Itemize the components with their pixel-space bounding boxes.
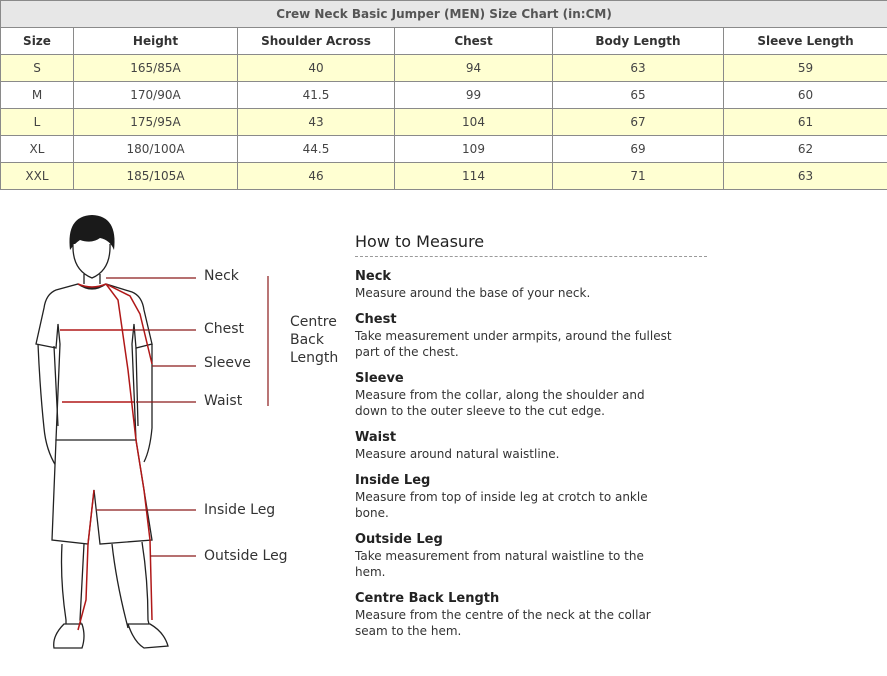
guide-entry-sleeve: [355, 371, 715, 419]
table-header-row: [1, 28, 887, 55]
entry-description: Take measurement from natural waistline to the hem.: [355, 548, 675, 580]
cell-size: XXL: [1, 163, 74, 190]
entry-description: Measure from top of inside leg at crotch to ankle bone.: [355, 489, 675, 521]
cell-body-length: 67: [553, 109, 724, 136]
header-shoulder-across: Shoulder Across: [238, 28, 395, 55]
guide-title: How to Measure: [355, 232, 707, 257]
guide-entry-outside-leg: [355, 532, 715, 580]
entry-description: Measure from the centre of the neck at the collar seam to the hem.: [355, 607, 675, 639]
label-chest: Chest: [204, 321, 244, 337]
entry-description: Measure from the collar, along the shoulder and down to the outer sleeve to the cut edge.: [355, 387, 675, 419]
cell-shoulder: 43: [238, 109, 395, 136]
label-sleeve: Sleeve: [204, 355, 251, 371]
cell-chest: 104: [395, 109, 553, 136]
table-row: [1, 82, 887, 109]
cell-sleeve-length: 59: [724, 55, 887, 82]
table-row: [1, 163, 887, 190]
size-chart-table: [0, 0, 887, 190]
cell-shoulder: 46: [238, 163, 395, 190]
entry-heading: Centre Back Length: [355, 591, 715, 607]
cell-body-length: 65: [553, 82, 724, 109]
label-centre-back-line2: Back: [290, 332, 324, 348]
guide-entry-waist: [355, 430, 715, 462]
header-chest: Chest: [395, 28, 553, 55]
guide-entry-chest: [355, 312, 715, 360]
how-to-measure-guide: [355, 232, 715, 650]
cell-height: 180/100A: [74, 136, 238, 163]
entry-heading: Outside Leg: [355, 532, 715, 548]
cell-chest: 99: [395, 82, 553, 109]
entry-heading: Sleeve: [355, 371, 715, 387]
cell-chest: 94: [395, 55, 553, 82]
header-height: Height: [74, 28, 238, 55]
cell-shoulder: 44.5: [238, 136, 395, 163]
guide-entry-neck: [355, 269, 715, 301]
entry-description: Take measurement under armpits, around the fullest part of the chest.: [355, 328, 675, 360]
header-sleeve-length: Sleeve Length: [724, 28, 887, 55]
entry-heading: Waist: [355, 430, 715, 446]
measurement-figure: [0, 200, 350, 672]
cell-sleeve-length: 60: [724, 82, 887, 109]
cell-sleeve-length: 61: [724, 109, 887, 136]
cell-size: XL: [1, 136, 74, 163]
guide-entry-inside-leg: [355, 473, 715, 521]
cell-chest: 109: [395, 136, 553, 163]
cell-chest: 114: [395, 163, 553, 190]
label-waist: Waist: [204, 393, 242, 409]
table-row: [1, 55, 887, 82]
cell-size: S: [1, 55, 74, 82]
table-row: [1, 136, 887, 163]
guide-entry-centre-back-length: [355, 591, 715, 639]
table-row: [1, 109, 887, 136]
cell-body-length: 63: [553, 55, 724, 82]
cell-body-length: 71: [553, 163, 724, 190]
cell-height: 170/90A: [74, 82, 238, 109]
cell-sleeve-length: 62: [724, 136, 887, 163]
label-neck: Neck: [204, 268, 239, 284]
cell-shoulder: 41.5: [238, 82, 395, 109]
entry-description: Measure around natural waistline.: [355, 446, 675, 462]
entry-heading: Chest: [355, 312, 715, 328]
label-inside-leg: Inside Leg: [204, 502, 275, 518]
table-title: Crew Neck Basic Jumper (MEN) Size Chart (in:CM): [1, 1, 887, 28]
cell-height: 185/105A: [74, 163, 238, 190]
cell-height: 175/95A: [74, 109, 238, 136]
label-centre-back-line1: Centre: [290, 314, 337, 330]
cell-size: L: [1, 109, 74, 136]
cell-size: M: [1, 82, 74, 109]
cell-shoulder: 40: [238, 55, 395, 82]
cell-sleeve-length: 63: [724, 163, 887, 190]
cell-body-length: 69: [553, 136, 724, 163]
label-centre-back-line3: Length: [290, 350, 338, 366]
entry-heading: Inside Leg: [355, 473, 715, 489]
label-outside-leg: Outside Leg: [204, 548, 288, 564]
header-size: Size: [1, 28, 74, 55]
entry-heading: Neck: [355, 269, 715, 285]
cell-height: 165/85A: [74, 55, 238, 82]
header-body-length: Body Length: [553, 28, 724, 55]
entry-description: Measure around the base of your neck.: [355, 285, 675, 301]
body-outline-drawing: [0, 200, 350, 672]
